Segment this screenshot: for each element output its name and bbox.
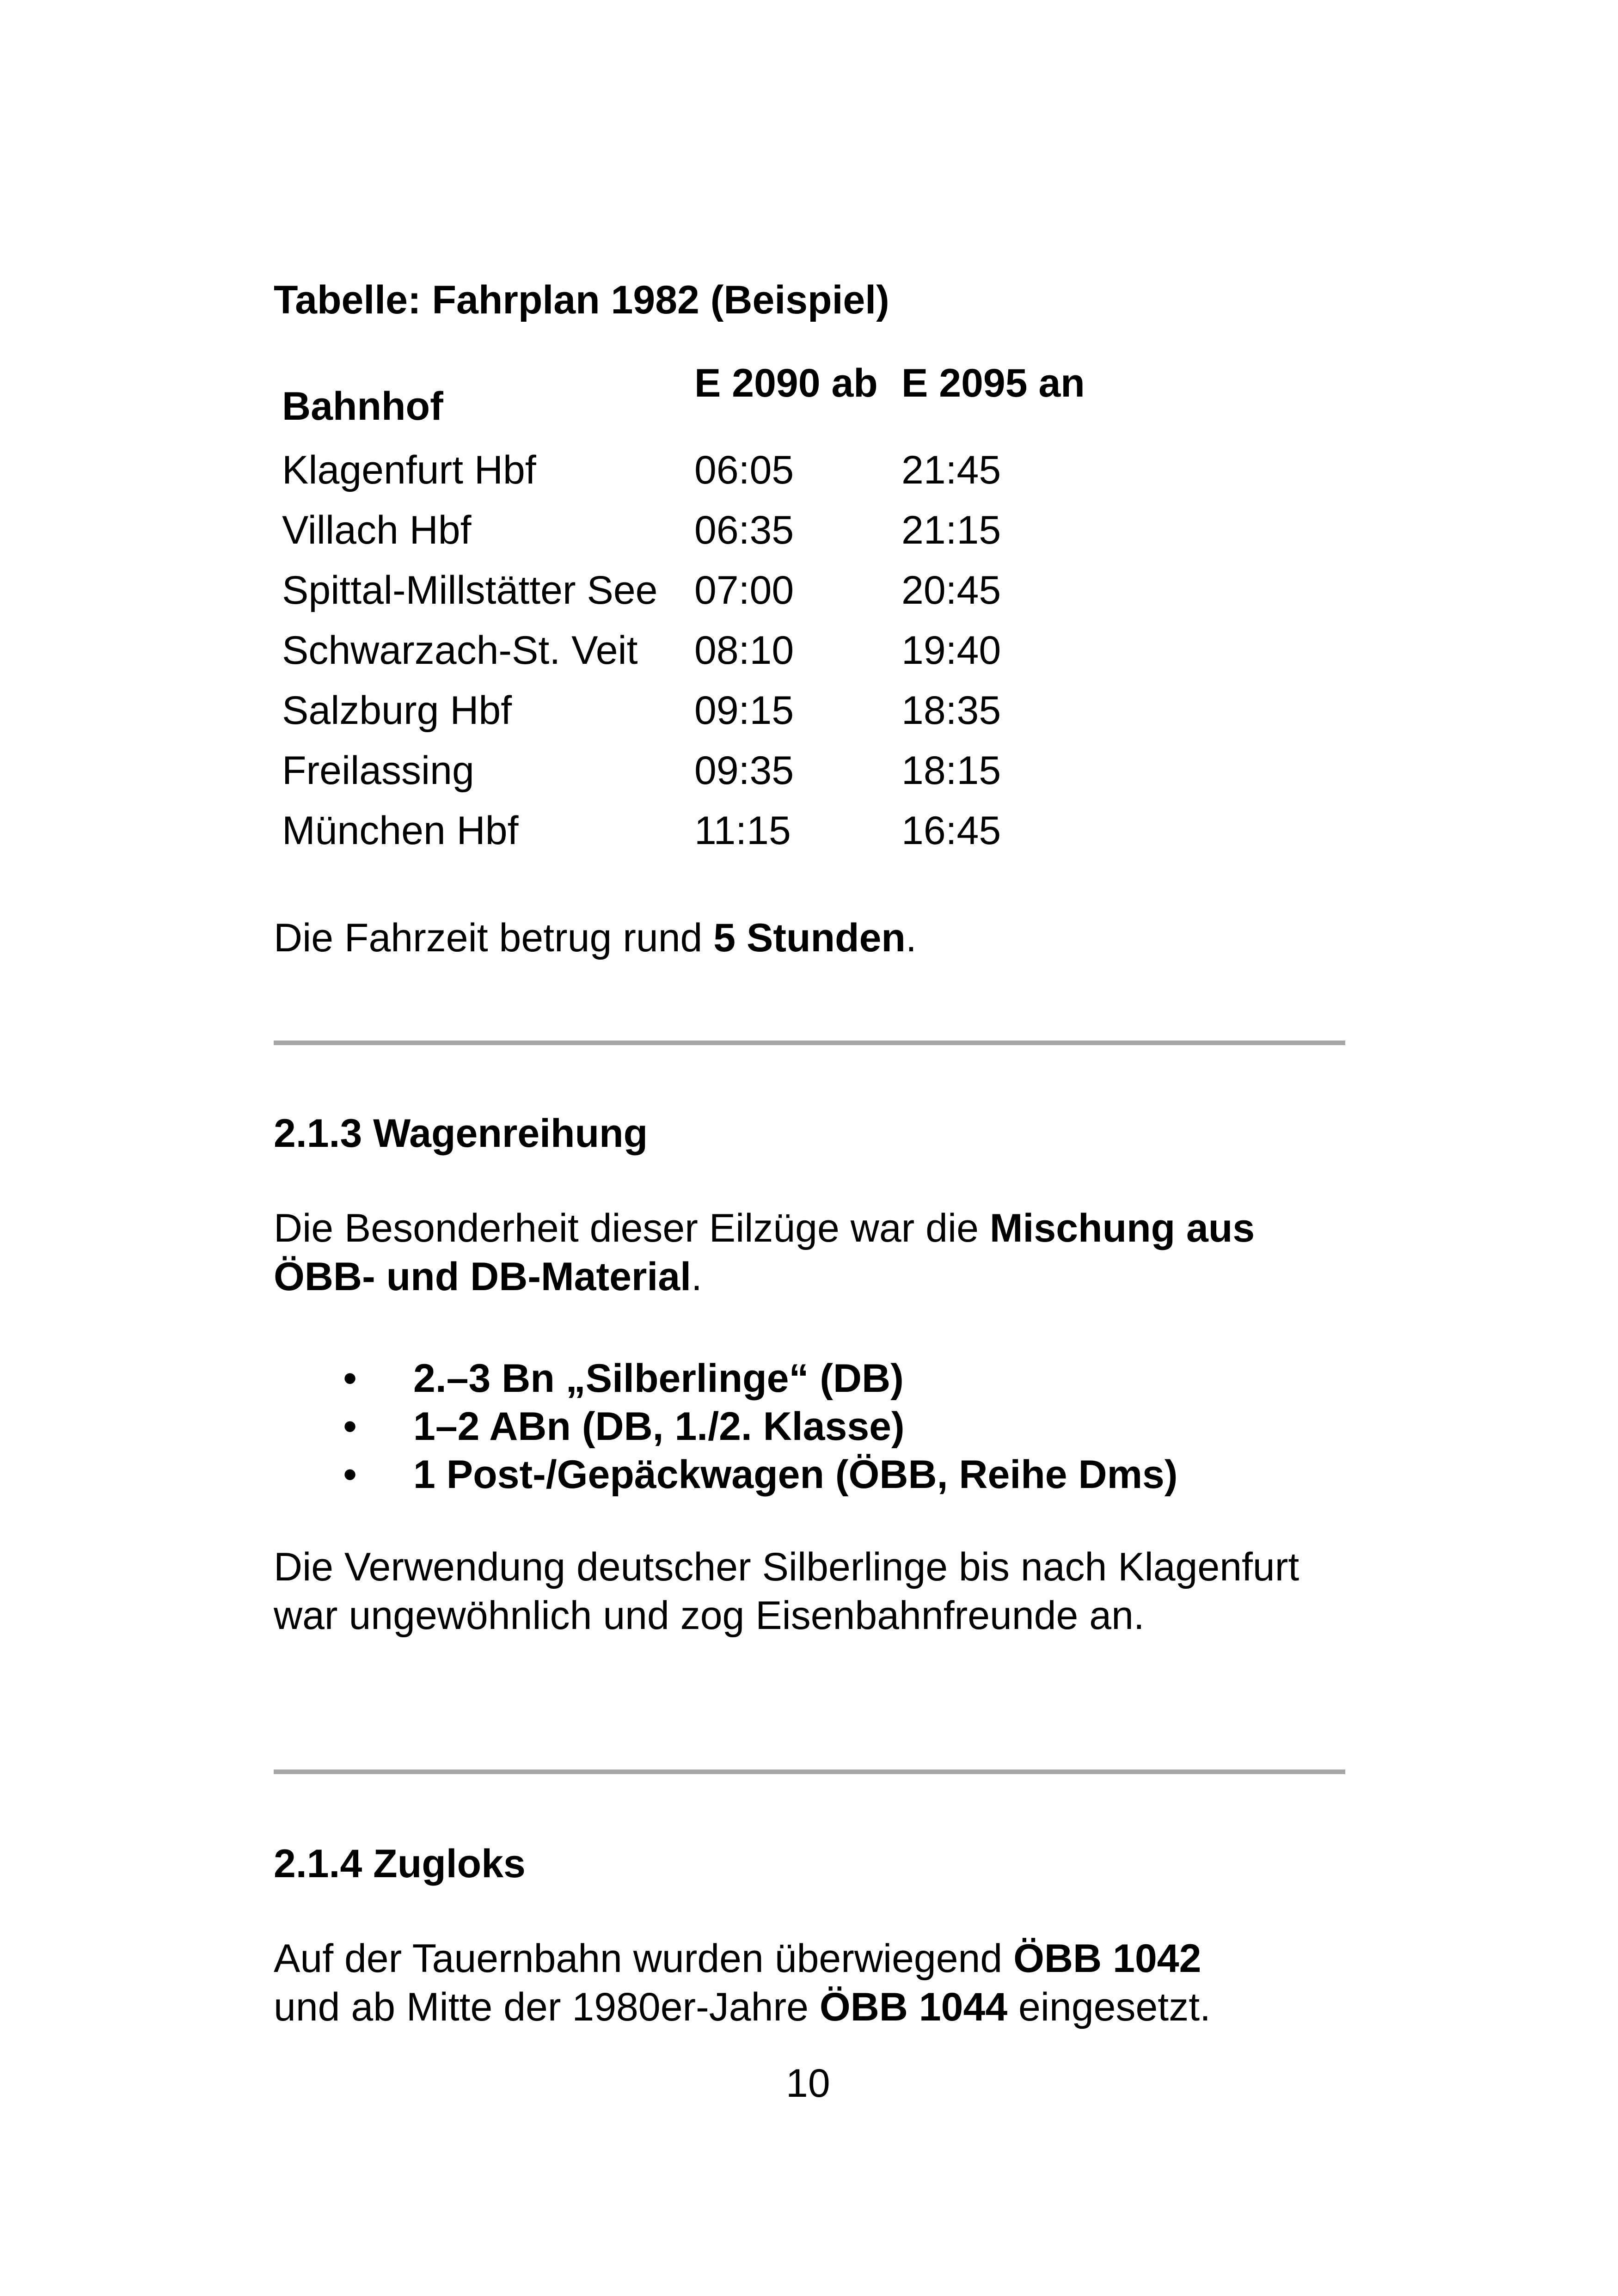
page-number: 10	[786, 2061, 830, 2106]
cell-departure: 08:10	[694, 628, 794, 673]
list-item	[343, 1451, 1178, 1499]
table-header-e2095: E 2095 an	[901, 361, 1085, 405]
cell-station: München Hbf	[282, 808, 519, 853]
list-item	[343, 1354, 1178, 1402]
cell-arrival: 16:45	[901, 808, 1001, 853]
bullet-icon: •	[343, 1452, 357, 1497]
cell-arrival: 18:35	[901, 688, 1001, 733]
loco-1042: ÖBB 1042	[1013, 1936, 1201, 1981]
list-item-text: 1–2 ABn (DB, 1./2. Klasse)	[413, 1404, 905, 1449]
cell-arrival: 19:40	[901, 628, 1001, 673]
cell-departure: 06:35	[694, 508, 794, 552]
wagenreihung-closing: Die Verwendung deutscher Silberlinge bis nach Klagenfurt war ungewöhnlich und zog Eisenbahnfreunde an.	[274, 1545, 1299, 1638]
cell-departure: 09:15	[694, 688, 794, 733]
cell-departure: 07:00	[694, 568, 794, 612]
cell-arrival: 21:45	[901, 448, 1001, 492]
table-title: Tabelle: Fahrplan 1982 (Beispiel)	[274, 278, 889, 322]
section-divider	[274, 1769, 1345, 1774]
zugloks-text-part3: eingesetzt.	[1007, 1985, 1211, 2029]
zugloks-text-part2: und ab Mitte der 1980er-Jahre	[274, 1985, 820, 2029]
cell-station: Villach Hbf	[282, 508, 472, 552]
table-header-e2090: E 2090 ab	[694, 361, 878, 405]
intro-suffix: .	[691, 1255, 702, 1299]
cell-arrival: 20:45	[901, 568, 1001, 612]
wagenreihung-intro	[274, 1204, 1351, 1301]
bullet-icon: •	[343, 1404, 357, 1449]
section-heading-zugloks: 2.1.4 Zugloks	[274, 1842, 526, 1886]
zugloks-text-part1: Auf der Tauernbahn wurden überwiegend	[274, 1936, 1014, 1981]
intro-prefix: Die Besonderheit dieser Eilzüge war die	[274, 1206, 990, 1250]
list-item	[343, 1402, 1178, 1451]
intro-bold: Mischung aus ÖBB- und DB-Material	[274, 1206, 1255, 1299]
wagon-list	[343, 1354, 1178, 1499]
cell-departure: 11:15	[694, 808, 791, 853]
section-divider	[274, 1041, 1345, 1045]
section-heading-wagenreihung: 2.1.3 Wagenreihung	[274, 1111, 648, 1156]
table-header-station: Bahnhof	[282, 384, 443, 429]
travel-time-bold: 5 Stunden	[713, 916, 906, 960]
cell-departure: 09:35	[694, 748, 794, 793]
cell-station: Schwarzach-St. Veit	[282, 628, 638, 673]
cell-station: Spittal-Millstätter See	[282, 568, 658, 612]
cell-departure: 06:05	[694, 448, 794, 492]
cell-arrival: 21:15	[901, 508, 1001, 552]
list-item-text: 1 Post-/Gepäckwagen (ÖBB, Reihe Dms)	[413, 1452, 1178, 1497]
zugloks-text	[274, 1935, 1351, 2032]
bullet-icon: •	[343, 1356, 357, 1401]
cell-station: Klagenfurt Hbf	[282, 448, 536, 492]
cell-arrival: 18:15	[901, 748, 1001, 793]
cell-station: Freilassing	[282, 748, 474, 793]
loco-1044: ÖBB 1044	[819, 1985, 1008, 2029]
travel-time-prefix: Die Fahrzeit betrug rund	[274, 916, 714, 960]
travel-time-text	[274, 914, 917, 961]
travel-time-suffix: .	[905, 916, 917, 960]
list-item-text: 2.–3 Bn „Silberlinge“ (DB)	[413, 1356, 904, 1401]
cell-station: Salzburg Hbf	[282, 688, 512, 733]
